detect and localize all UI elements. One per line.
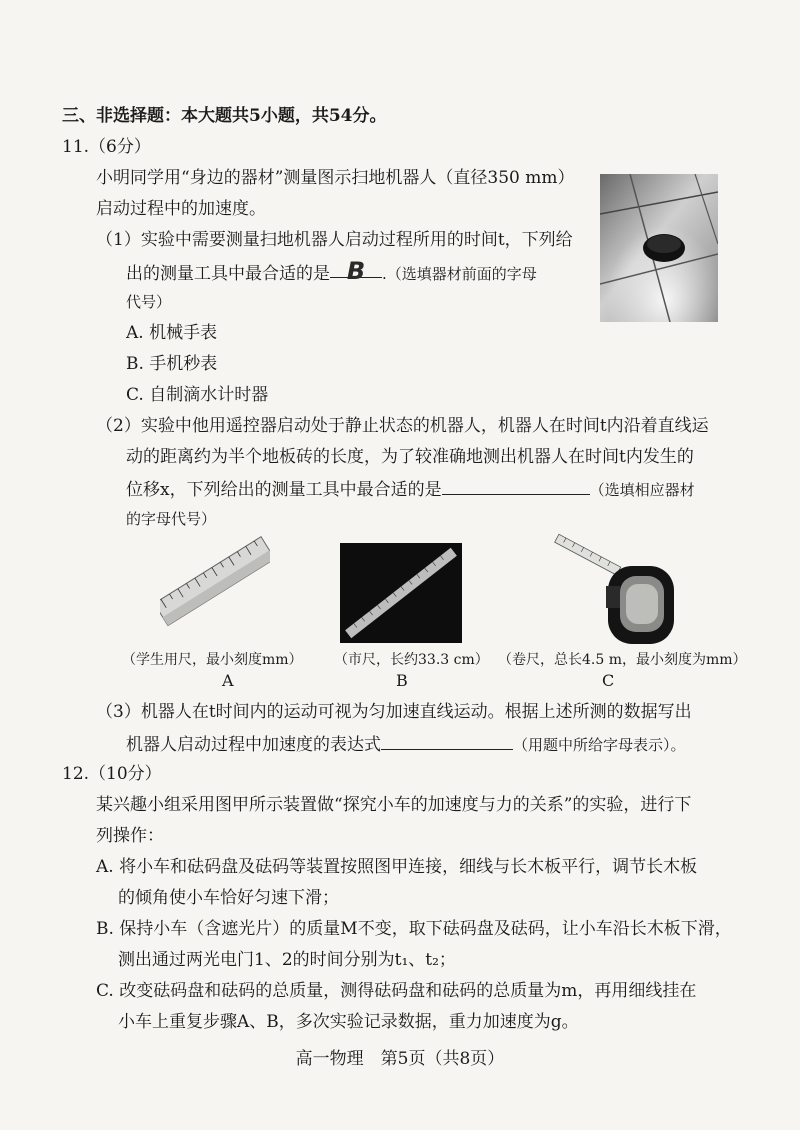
q11-part1-line2 [126, 259, 537, 286]
tool-a-student-ruler-photo [160, 518, 270, 646]
tool-a-caption: （学生用尺，最小刻度mm） [122, 652, 303, 668]
tool-b-letter: B [396, 671, 408, 690]
tool-b-caption: （市尺，长约33.3 cm） [334, 652, 489, 668]
q11-option-a: A. 机械手表 [126, 323, 218, 343]
q12-step-b-line1: B. 保持小车（含遮光片）的质量M不变，取下砝码盘及砝码，让小车沿长木板下滑， [96, 919, 732, 939]
q11-option-c: C. 自制滴水计时器 [126, 385, 269, 405]
q11-header: 11.（6分） [62, 137, 151, 157]
q11-part2-text-a: 位移x，下列给出的测量工具中最合适的是 [126, 480, 442, 500]
q11-part3-text-b: （用题中所给字母表示）。 [513, 736, 686, 754]
q12-intro-line1: 某兴趣小组采用图甲所示装置做“探究小车的加速度与力的关系”的实验，进行下 [96, 795, 692, 815]
section-title: 三、非选择题：本大题共5小题，共54分。 [62, 106, 387, 126]
tool-c-letter: C [602, 671, 615, 690]
q11-option-b: B. 手机秒表 [126, 354, 218, 374]
q11-part1-line3: 代号） [126, 293, 172, 311]
q11-part2-text-b: （选填相应器材 [589, 481, 695, 499]
tool-b-market-ruler-photo [340, 543, 462, 643]
q11-part1-text-b: .（选填器材前面的字母 [382, 265, 537, 283]
robot-vacuum-photo [600, 174, 718, 322]
q12-header: 12.（10分） [62, 764, 162, 784]
q11-part1-answer-blank[interactable] [330, 257, 382, 285]
q11-part1-text-a: 出的测量工具中最合适的是 [126, 264, 330, 284]
q11-part3-line1: （3）机器人在t时间内的运动可视为匀加速直线运动。根据上述所测的数据写出 [96, 702, 692, 722]
q12-step-a-line2: 的倾角使小车恰好匀速下滑； [118, 888, 339, 908]
q11-part2-line4: 的字母代号） [126, 510, 217, 528]
q11-part2-line2: 动的距离约为半个地板砖的长度，为了较准确地测出机器人在时间t内发生的 [126, 447, 694, 467]
q11-intro-line1: 小明同学用“身边的器材”测量图示扫地机器人（直径350 mm） [96, 168, 575, 188]
tool-a-letter: A [222, 671, 234, 690]
q11-part1-handwritten-answer: B [346, 257, 366, 285]
q11-intro-line2: 启动过程中的加速度。 [96, 199, 266, 219]
q12-step-c-line2: 小车上重复步骤A、B，多次实验记录数据，重力加速度为g。 [118, 1012, 579, 1032]
q12-step-b-line2: 测出通过两光电门1、2的时间分别为t₁、t₂； [118, 950, 456, 970]
tool-c-caption: （卷尺，总长4.5 m，最小刻度为mm） [498, 652, 747, 668]
q11-part2-line1: （2）实验中他用遥控器启动处于静止状态的机器人，机器人在时间t内沿着直线运 [96, 416, 709, 436]
q11-part3-text-a: 机器人启动过程中加速度的表达式 [126, 735, 381, 755]
q11-part1-line1: （1）实验中需要测量扫地机器人启动过程所用的时间t，下列给 [96, 230, 573, 250]
page-footer: 高一物理 第5页（共8页） [295, 1049, 505, 1069]
tool-c-tape-measure-photo [546, 530, 680, 650]
q11-part3-answer-blank[interactable] [381, 731, 513, 750]
q12-step-a-line1: A. 将小车和砝码盘及砝码等装置按照图甲连接，细线与长木板平行，调节长木板 [96, 857, 698, 877]
q11-part3-line2 [126, 731, 686, 757]
q11-part2-line3 [126, 476, 695, 502]
q12-intro-line2: 列操作： [96, 826, 164, 846]
q12-step-c-line1: C. 改变砝码盘和砝码的总质量，测得砝码盘和砝码的总质量为m，再用细线挂在 [96, 981, 697, 1001]
q11-part2-answer-blank[interactable] [442, 476, 590, 495]
